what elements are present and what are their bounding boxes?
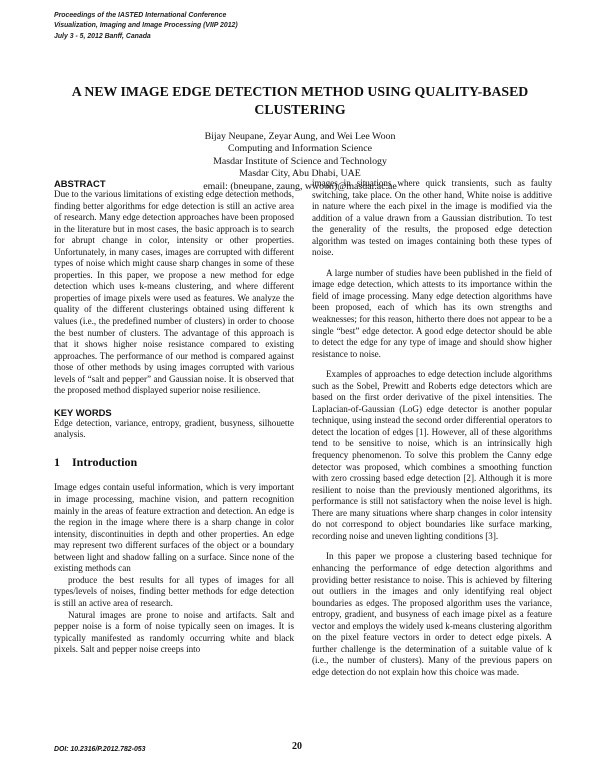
- right-paragraph-1: images in situations where quick transients, such as faulty switching, take place. On the other hand, White noise is additive in nature where the each pixel in the image is modified via the addition of a value drawn from a Gaussian distribution. To test the generality of the results, the proposed edge detection algorithm was tested on images containing both these types of noise.: [312, 178, 552, 258]
- doi-footer: DOI: 10.2316/P.2012.782-053: [54, 746, 146, 753]
- intro-paragraph-1b: produce the best results for all types of images for all types/levels of noises, finding better methods for edge detection is still an active area of research.: [54, 574, 294, 608]
- header-line-2: Visualization, Imaging and Image Processing (VIIP 2012): [54, 22, 238, 30]
- proceedings-header: [54, 11, 238, 42]
- intro-paragraph-2: Natural images are prone to noise and artifacts. Salt and pepper noise is a form of noise typically seen on images. It is typically manifested as randomly occurring white and black pixels. Salt and pepper noise creeps into: [54, 609, 294, 655]
- author-email: email: (bneupane, zaung, wwoon)@masdar.ac.ae: [203, 180, 397, 192]
- page-number: 20: [292, 741, 302, 752]
- abstract-heading: ABSTRACT: [54, 178, 106, 189]
- author-names: Bijay Neupane, Zeyar Aung, and Wei Lee Woon: [204, 131, 396, 142]
- right-paragraph-3: Examples of approaches to edge detection include algorithms such as the Sobel, Prewitt and Roberts edge detectors which are based on the first order derivative of the pixel intensities. The Laplacian-of-Gaussian (LoG) edge detector is another popular technique, using instead the second order differential operators to detect the location of edges [1]. However, all of these algorithms tend to be sensitive to noise, which is an intrinsically high frequency phenomenon. To solve this problem the Canny edge detector was proposed, which combines a smoothing function with zero crossing based edge detection [2]. Although it is more resilient to noise than the previously mentioned algorithms, its performance is still not satisfactory when the noise level is high. There are many situations where sharp changes in color intensity do not correspond to object boundaries like surface marking, recording noise and uneven lighting conditions [3].: [312, 369, 552, 541]
- right-column: [312, 178, 552, 678]
- header-line-1: Proceedings of the IASTED International Conference: [54, 12, 227, 19]
- author-institute: Masdar Institute of Science and Technology: [213, 155, 387, 167]
- abstract-text: Due to the various limitations of existing edge detection methods, finding better algorithms for edge detection is still an active area of research. Many edge detection approaches have been proposed in the literature but in most cases, the basic approach is to search for abrupt change in color, intensity or other properties. Unfortunately, in many cases, images are corrupted with different types of noise which might cause sharp changes in some of these properties. In this paper, we propose a new method for edge detection which uses k-means clustering, and where different properties of image pixels were used as features. We analyze the quality of the different clusterings obtained using different k values (i.e., the predefined number of clusters) in order to choose the best number of clusters. The advantage of this approach is that it shows higher noise resistance compared to existing approaches. The performance of our method is compared against those of other methods by using images corrupted with various levels of “salt and pepper” and Gaussian noise. It is observed that the proposed method displayed superior noise resilience.: [54, 189, 294, 396]
- introduction-heading: [54, 454, 294, 469]
- section-number: 1: [54, 454, 60, 469]
- intro-paragraph-1: Image edges contain useful information, which is very important in image processing, machine vision, and pattern recognition mainly in the areas of feature extraction and detection. An edge is the region in the image where there is a sharp change in color intensity, discontinuities in depth and other properties. An edge may represent two different surfaces of the object or a boundary between light and shadow falling on a surface. Since none of the existing methods can: [54, 482, 294, 574]
- right-paragraph-2: A large number of studies have been published in the field of image edge detection, which attests to its importance within the field of image processing. Many edge detection algorithms have been proposed, each of which has its own strengths and weaknesses; for this reason, hitherto there does not appear to be a single “best” edge detector. A good edge detector should be able to detect the edge for any type of image and should show higher resistance to noise.: [312, 267, 552, 359]
- keywords-heading: KEY WORDS: [54, 406, 112, 418]
- author-location: Masdar City, Abu Dhabi, UAE: [239, 168, 361, 180]
- right-paragraph-4: In this paper we propose a clustering based technique for enhancing the performance of edge detection algorithms and providing better resistance to noise. This is achieved by filtering out outliers in the images and only identifying real object boundaries as edges. The proposed algorithm uses the variance, entropy, gradient, and busyness of each image pixel as a feature vector and employs the widely used k-means clustering algorithm on the pixel feature vectors in order to detect edge pixels. A further challenge is the determination of a suitable value of k (i.e., the number of clusters). Many of the previous papers on edge detection do not explain how this choice was made.: [312, 551, 552, 677]
- author-department: Computing and Information Science: [228, 143, 372, 155]
- header-line-3: July 3 - 5, 2012 Banff, Canada: [54, 32, 151, 40]
- keywords-text: Edge detection, variance, entropy, gradient, busyness, silhouette analysis.: [54, 417, 294, 440]
- left-column: [54, 178, 294, 656]
- section-title: Introduction: [72, 454, 138, 469]
- paper-title: A NEW IMAGE EDGE DETECTION METHOD USING QUALITY-BASED CLUSTERING: [71, 84, 529, 117]
